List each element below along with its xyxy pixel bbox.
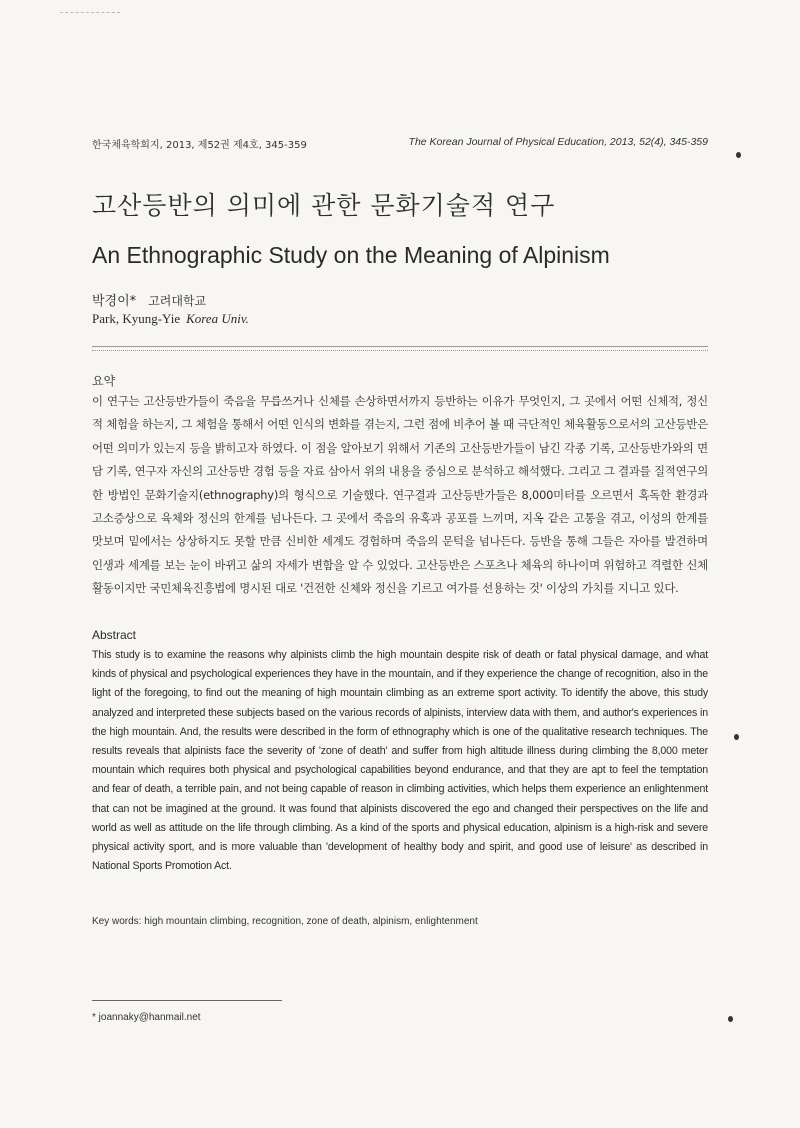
header-korean-citation: 한국체육학회지, 2013, 제52권 제4호, 345-359 <box>92 140 307 151</box>
scan-artifact <box>60 12 120 16</box>
author-english <box>92 311 249 327</box>
abstract-heading: Abstract <box>92 628 137 642</box>
author-name-english: Park, Kyung-Yie <box>92 311 181 326</box>
korean-abstract-body: 이 연구는 고산등반가들이 죽음을 무릅쓰거나 신체를 손상하면서까지 등반하는 이유가 무엇인지, 그 곳에서 어떤 신체적, 정신적 체험을 하는지, 그 체험을 통해서 어떤 인식의 변화를 겪는지, 그런 점에 비추어 볼 때 극단적인 체육활동으로서의 고산등반은 어떤 의미가 있는지 등을 밝히고자 하였다. 이 점을 알아보기 위해서 기존의 고산등반가들이 남긴 각종 기록, 고산등반가와의 면담 기록, 연구자 자신의 고산등반 경험 등을 자료 삼아서 위의 내용을 중심으로 분석하고 해석했다. 그리고 그 결과를 질적연구의 한 방법인 문화기술지(ethnography)의 형식으로 기술했다. 연구결과 고산등반가들은 8,000미터를 오르면서 혹독한 환경과 고소증상으로 육체와 정신의 한계를 넘나든다. 그 곳에서 죽음의 유혹과 공포를 느끼며, 지옥 같은 고통을 겪고, 이성의 한계를 맛보며 밑에서는 상상하지도 못할 만큼 신비한 세계도 경험하며 죽음의 문턱을 넘나든다. 등반을 통해 그들은 자아를 발견하며 인생과 세계를 보는 눈이 바뀌고 삶의 자세가 변함을 알 수 있었다. 고산등반은 스포츠나 체육의 하나이며 위험하고 격렬한 신체활동이지만 국민체육진흥법에 명시된 대로 '건전한 신체와 정신을 기르고 여가를 선용하는 것' 이상의 가치를 지니고 있다. <box>92 394 708 596</box>
korean-abstract-heading: 요약 <box>92 374 116 388</box>
author-name-korean: 박경이* <box>92 294 137 309</box>
author-korean <box>92 290 206 309</box>
header-english-citation: The Korean Journal of Physical Education, 2013, 52(4), 345-359 <box>408 136 708 148</box>
affiliation-korean: 고려대학교 <box>148 294 207 308</box>
scan-speck <box>736 152 741 158</box>
running-header <box>92 136 708 151</box>
korean-title: 고산등반의 의미에 관한 문화기술적 연구 <box>92 191 556 220</box>
footnote-divider <box>92 1000 282 1001</box>
keywords: Key words: high mountain climbing, recognition, zone of death, alpinism, enlightenment <box>92 916 478 927</box>
author-email-footnote: * joannaky@hanmail.net <box>92 1012 201 1023</box>
english-title: An Ethnographic Study on the Meaning of Alpinism <box>92 242 610 268</box>
scan-speck <box>734 734 739 740</box>
header-divider <box>92 346 708 351</box>
affiliation-english: Korea Univ. <box>186 311 249 326</box>
scan-speck <box>728 1016 733 1022</box>
abstract-body: This study is to examine the reasons why alpinists climb the high mountain despite risk of death or fatal physical damage, and what kinds of physical and psychological experiences they have in the mountain, and if they experience the change of recognition, also in the light of the foregoing, to find out the meaning of high mountain climbing as an extreme sport activity. To identify the above, this study analyzed and interpreted these subjects based on the various records of alpinists, interview data with them, and author's experiences in the high mountain. And, the results were described in the form of ethnography which is one of the qualitative research techniques. The results reveals that alpinists face the severity of 'zone of death' and suffer from high altitude illness during climbing the 8,000 meter mountain which requires both physical and psychological capabilities beyond endurance, and that they are apt to feel the temptation and fear of death, a terrible pain, and not being capable of reason in climbing activities, which helps them experience an enlightenment that can not be imagined at the ground. It was found that alpinists discovered the ego and changed their perspectives on the life and world as well as attitude on the life through climbing. As a kind of the sports and physical education, alpinism is a high-risk and severe physical activity sport, and is more valuable than 'development of healthy body and spirit, and good use of leisure' as described in National Sports Promotion Act. <box>92 649 708 873</box>
